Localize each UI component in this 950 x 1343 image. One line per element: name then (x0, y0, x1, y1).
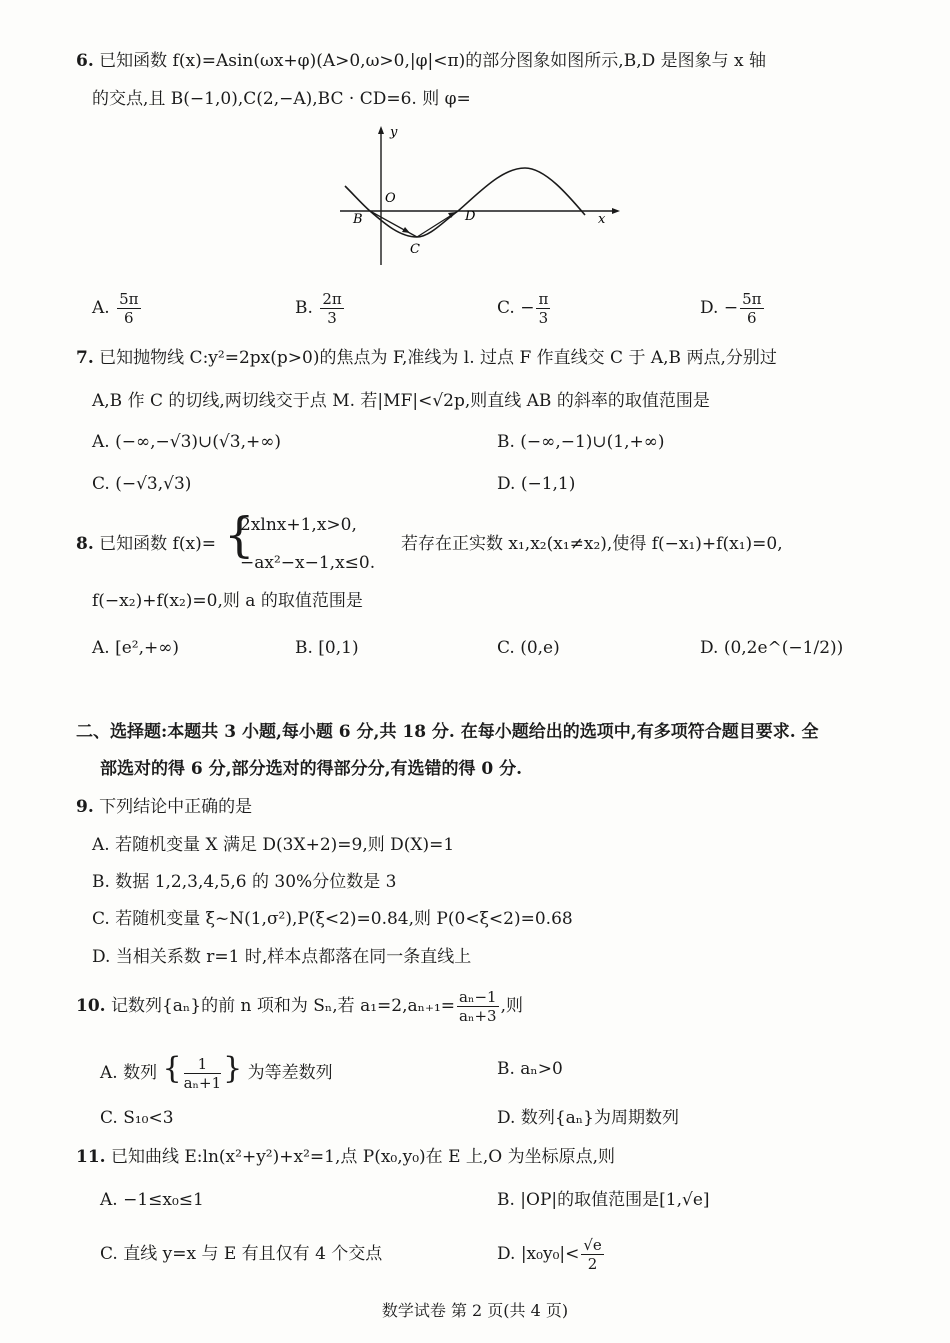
q8-line1-left (76, 533, 216, 555)
q11-option-b: B. |OP|的取值范围是[1,√e] (497, 1190, 710, 1210)
q8-option-b: B. [0,1) (295, 638, 359, 658)
q8-piecewise-brace: { (224, 507, 255, 563)
x-axis-label: x (598, 212, 606, 227)
q6-graph (330, 120, 630, 270)
q7-line2: A,B 作 C 的切线,两切线交于点 M. 若|MF|<√2p,则直线 AB 的斜率的取值范围是 (92, 391, 710, 411)
q7-number: 7. (76, 348, 94, 368)
point-d-label: D (465, 209, 476, 224)
q8-case-2: −ax²−x−1,x≤0. (240, 553, 376, 573)
q6-number: 6. (76, 51, 94, 71)
q10-option-a: A. 数列 { $\frac{1}{\text{aₙ+1}}$ } 为等差数列 (100, 1051, 333, 1092)
q8-option-a: A. [e²,+∞) (92, 638, 180, 658)
q6-option-b: B. $\frac{2\pi}{3}$ (295, 290, 342, 327)
q6-line2: 的交点,且 B(−1,0),C(2,−A),BC · CD=6. 则 φ= (92, 89, 471, 109)
q11-option-a: A. −1≤x₀≤1 (100, 1190, 204, 1210)
q7-text-1: 已知抛物线 C:y²=2px(p>0)的焦点为 F,准线为 l. 过点 F 作直线交 C 于 A,B 两点,分别过 (99, 348, 777, 368)
q9-option-a: A. 若随机变量 X 满足 D(3X+2)=9,则 D(X)=1 (92, 835, 455, 855)
q10-option-c: C. S₁₀<3 (100, 1108, 174, 1128)
origin-label: O (385, 191, 396, 206)
q8-pre: 已知函数 f(x)= (99, 534, 216, 554)
q9-option-c: C. 若随机变量 ξ~N(1,σ²),P(ξ<2)=0.84,则 P(0<ξ<2)=0.68 (92, 909, 573, 929)
q9-number: 9. (76, 797, 94, 817)
q7-line1 (76, 347, 777, 369)
point-c-label: C (410, 242, 420, 257)
q9-option-b: B. 数据 1,2,3,4,5,6 的 30%分位数是 3 (92, 872, 397, 892)
q9-option-d: D. 当相关系数 r=1 时,样本点都落在同一条直线上 (92, 947, 472, 967)
q8-option-d: D. (0,2e^(−1/2)) (700, 638, 844, 658)
q8-option-c: C. (0,e) (497, 638, 560, 658)
point-b-label: B (353, 212, 363, 227)
section2-heading-line2: 部选对的得 6 分,部分选对的得部分分,有选错的得 0 分. (100, 759, 523, 779)
q6-option-c: C. − $\frac{\pi}{3}$ (497, 290, 549, 327)
q6-option-d: D. − $\frac{5\pi}{6}$ (700, 290, 762, 327)
q10-option-b: B. aₙ>0 (497, 1059, 563, 1079)
q7-option-c: C. (−√3,√3) (92, 474, 192, 494)
q11-stem: 11. 已知曲线 E:ln(x²+y²)+x²=1,点 P(x₀,y₀)在 E 上,O 为坐标原点,则 (76, 1147, 616, 1167)
q7-option-a: A. (−∞,−√3)∪(√3,+∞) (92, 432, 282, 452)
q7-option-d: D. (−1,1) (497, 474, 576, 494)
q6-option-a: A. $\frac{5\pi}{6}$ (92, 290, 139, 327)
q8-post: 若存在正实数 x₁,x₂(x₁≠x₂),使得 f(−x₁)+f(x₁)=0, (401, 534, 783, 554)
q10-stem: 10. 记数列{aₙ}的前 n 项和为 Sₙ,若 a₁=2,aₙ₊₁= $\frac{\text{aₙ−1}}{\text{aₙ+3}}$ ,则 (76, 988, 523, 1025)
q10-option-d: D. 数列{aₙ}为周期数列 (497, 1108, 679, 1128)
q9-stem: 9. 下列结论中正确的是 (76, 797, 253, 817)
q6-line1 (76, 50, 766, 72)
q11-option-c: C. 直线 y=x 与 E 有且仅有 4 个交点 (100, 1244, 383, 1264)
q11-option-d: D. |x₀y₀|< $\frac{√e}{2}$ (497, 1236, 602, 1273)
q8-case-1: 2xlnx+1,x>0, (240, 515, 357, 535)
q6-text-1: 已知函数 f(x)=Asin(ωx+φ)(A>0,ω>0,|φ|<π)的部分图象如图所示,B,D 是图象与 x 轴 (99, 51, 767, 71)
q7-option-b: B. (−∞,−1)∪(1,+∞) (497, 432, 665, 452)
q8-number: 8. (76, 534, 94, 554)
q10-number: 10. (76, 996, 106, 1016)
q8-line2: f(−x₂)+f(x₂)=0,则 a 的取值范围是 (92, 591, 363, 611)
q11-number: 11. (76, 1147, 106, 1167)
section2-heading-line1: 二、选择题:本题共 3 小题,每小题 6 分,共 18 分. 在每小题给出的选项中,有多项符合题目要求. 全 (76, 722, 819, 742)
page-footer: 数学试卷 第 2 页(共 4 页) (381, 1301, 569, 1320)
y-axis-label: y (390, 125, 398, 140)
